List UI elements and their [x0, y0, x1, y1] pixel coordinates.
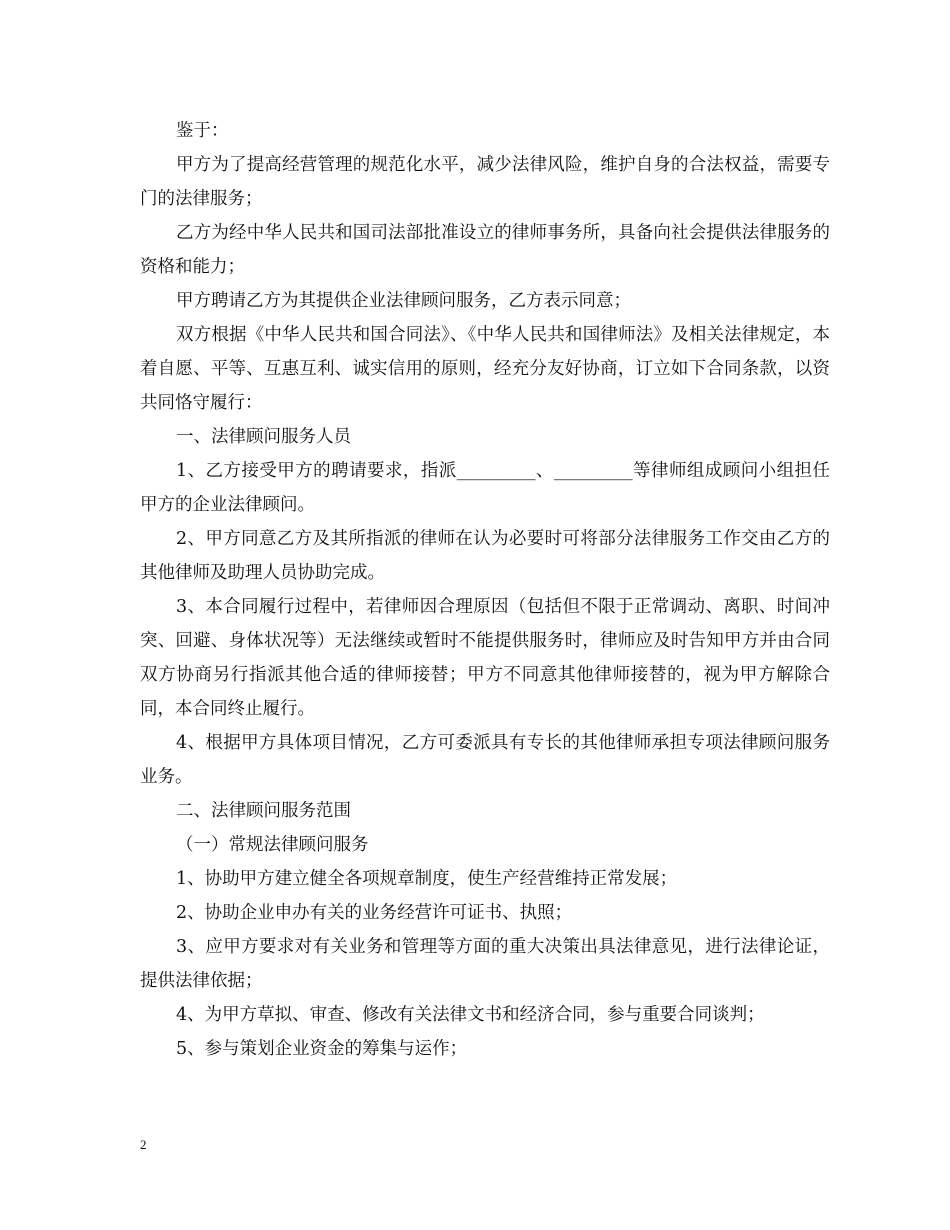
- document-body: [140, 114, 830, 1066]
- paragraph: 乙方为经中华人民共和国司法部批准设立的律师事务所，具备向社会提供法律服务的资格和能力；: [140, 223, 830, 277]
- paragraph-preamble: 鉴于：: [176, 121, 229, 141]
- clause: 4、根据甲方具体项目情况，乙方可委派具有专长的其他律师承担专项法律顾问服务业务。: [140, 733, 830, 787]
- paragraph: 甲方聘请乙方为其提供企业法律顾问服务，乙方表示同意；: [176, 291, 631, 311]
- clause: 2、甲方同意乙方及其所指派的律师在认为必要时可将部分法律服务工作交由乙方的其他律师及助理人员协助完成。: [140, 529, 830, 583]
- clause: 1、乙方接受甲方的聘请要求，指派_________、_________等律师组成顾问小组担任甲方的企业法律顾问。: [140, 461, 830, 515]
- clause: 5、参与策划企业资金的筹集与运作；: [176, 1039, 468, 1059]
- clause: 2、协助企业申办有关的业务经营许可证书、执照；: [176, 903, 573, 923]
- paragraph: 双方根据《中华人民共和国合同法》、《中华人民共和国律师法》及相关法律规定，本着自愿、平等、互惠互利、诚实信用的原则，经充分友好协商，订立如下合同条款，以资共同恪守履行：: [140, 325, 830, 413]
- section-heading: 一、法律顾问服务人员: [176, 427, 351, 447]
- clause: 3、应甲方要求对有关业务和管理等方面的重大决策出具法律意见，进行法律论证，提供法律依据；: [140, 937, 830, 991]
- section-heading: 二、法律顾问服务范围: [176, 801, 351, 821]
- paragraph: 甲方为了提高经营管理的规范化水平，减少法律风险，维护自身的合法权益，需要专门的法律服务；: [140, 155, 830, 209]
- clause: 1、协助甲方建立健全各项规章制度，使生产经营维持正常发展；: [176, 869, 678, 889]
- clause: 3、本合同履行过程中，若律师因合理原因（包括但不限于正常调动、离职、时间冲突、回避、身体状况等）无法继续或暂时不能提供服务时，律师应及时告知甲方并由合同双方协商另行指派其他合适的律师接替；甲方不同意其他律师接替的，视为甲方解除合同，本合同终止履行。: [140, 597, 830, 719]
- page-number: 2: [140, 1137, 147, 1152]
- subsection-heading: （一）常规法律顾问服务: [176, 835, 369, 855]
- clause: 4、为甲方草拟、审查、修改有关法律文书和经济合同，参与重要合同谈判；: [176, 1005, 765, 1025]
